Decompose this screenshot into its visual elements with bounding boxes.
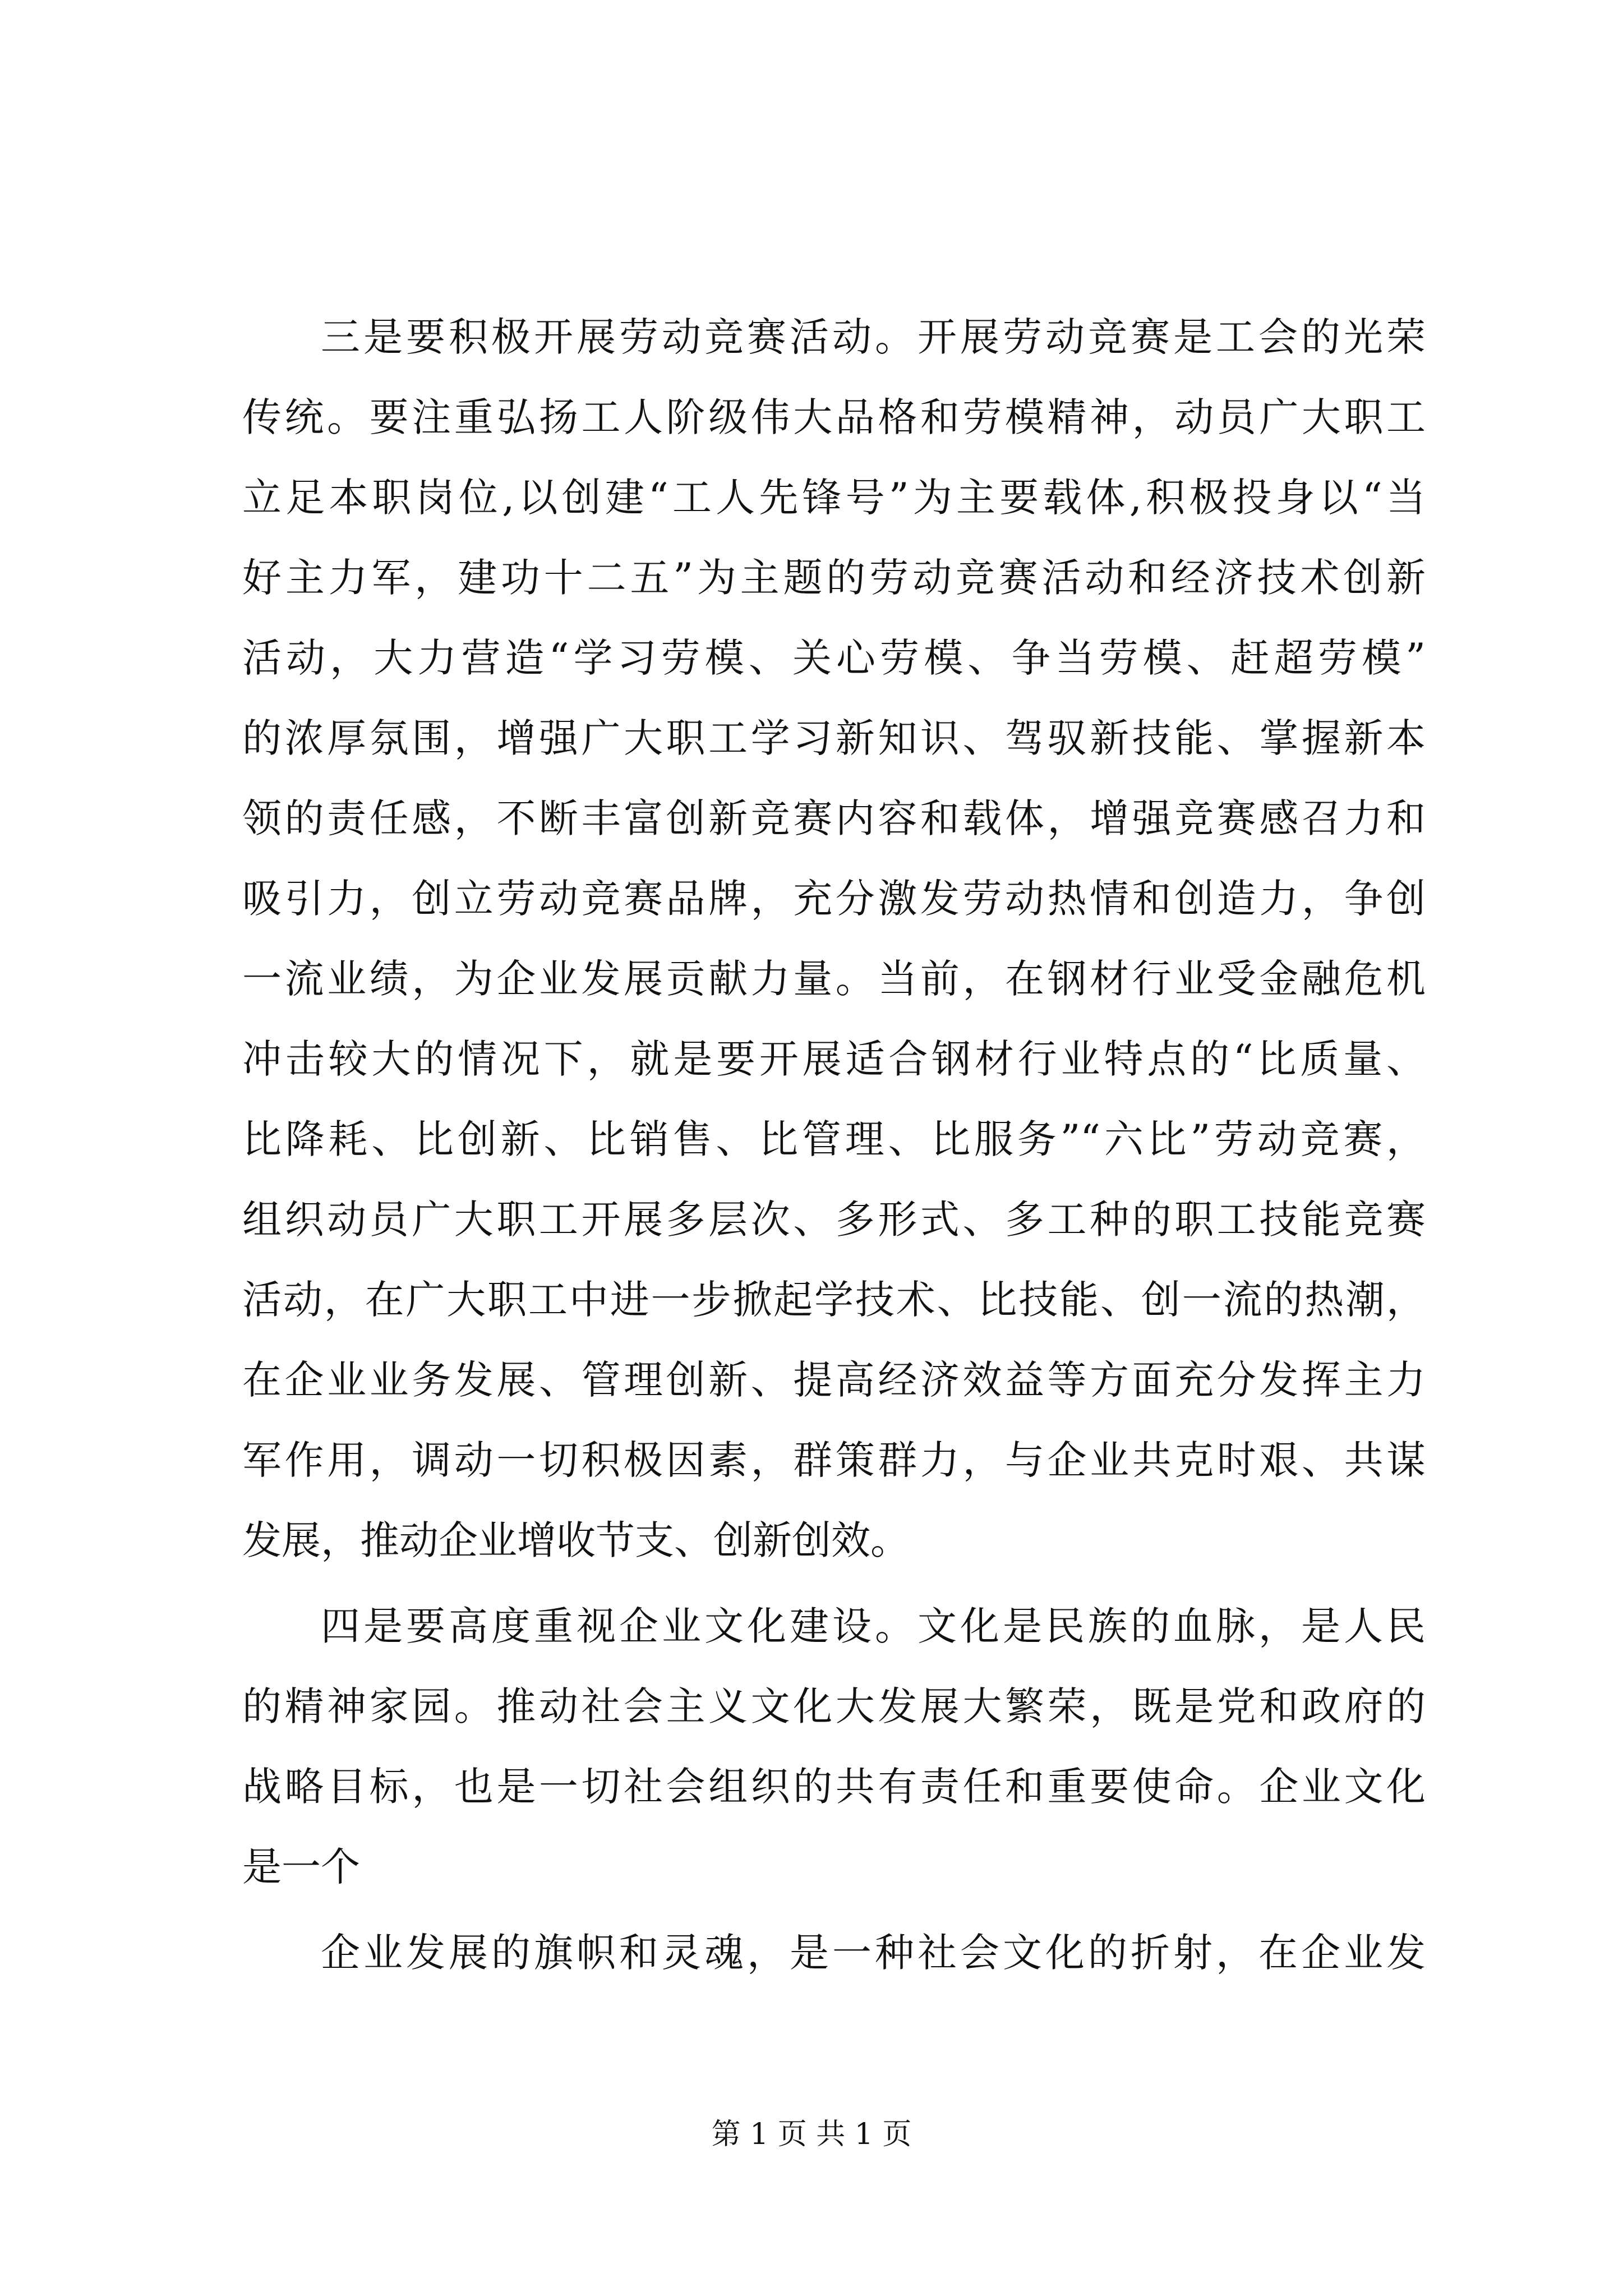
paragraph-3-line: 在企业业务发展、管理创新、提高经济效益等方面充分发挥主力 <box>242 1357 1426 1403</box>
paragraph-3-line: 领的责任感，不断丰富创新竞赛内容和载体，增强竞赛感召力和 <box>242 795 1426 841</box>
paragraph-3-line: 一流业绩，为企业发展贡献力量。当前，在钢材行业受金融危机 <box>242 956 1426 1002</box>
document-body <box>242 297 1426 1993</box>
page-number-footer: 第 1 页 共 1 页 <box>711 2118 912 2151</box>
paragraph-3-line: 传统。要注重弘扬工人阶级伟大品格和劳模精神，动员广大职工 <box>242 394 1426 440</box>
paragraph-3-line: 活动，大力营造“学习劳模、关心劳模、争当劳模、赶超劳模” <box>242 635 1426 681</box>
paragraph-3-line: 比降耗、比创新、比销售、比管理、比服务”“六比”劳动竞赛， <box>242 1116 1426 1162</box>
paragraph-4-last-line: 是一个 <box>242 1844 360 1890</box>
paragraph-4-line: 四是要高度重视企业文化建设。文化是民族的血脉，是人民 <box>321 1603 1426 1649</box>
paragraph-3-line: 立足本职岗位,以创建“工人先锋号”为主要载体,积极投身以“当 <box>242 475 1426 521</box>
paragraph-3-line: 组织动员广大职工开展多层次、多形式、多工种的职工技能竞赛 <box>242 1197 1426 1243</box>
paragraph-3-line: 军作用，调动一切积极因素，群策群力，与企业共克时艰、共谋 <box>242 1437 1426 1483</box>
paragraph-4-line: 的精神家园。推动社会主义文化大发展大繁荣，既是党和政府的 <box>242 1683 1426 1729</box>
paragraph-4-line: 战略目标，也是一切社会组织的共有责任和重要使命。企业文化 <box>242 1764 1426 1810</box>
paragraph-3-last-line: 发展，推动企业增收节支、创新创效。 <box>242 1517 910 1563</box>
paragraph-3-line: 三是要积极开展劳动竞赛活动。开展劳动竞赛是工会的光荣 <box>321 314 1426 360</box>
paragraph-3-line: 冲击较大的情况下，就是要开展适合钢材行业特点的“比质量、 <box>242 1036 1426 1082</box>
paragraph-3-line: 好主力军，建功十二五”为主题的劳动竞赛活动和经济技术创新 <box>242 555 1426 601</box>
paragraph-3-line: 吸引力，创立劳动竞赛品牌，充分激发劳动热情和创造力，争创 <box>242 876 1426 922</box>
paragraph-5-line: 企业发展的旗帜和灵魂，是一种社会文化的折射，在企业发 <box>321 1930 1426 1976</box>
paragraph-3-line: 活动，在广大职工中进一步掀起学技术、比技能、创一流的热潮， <box>242 1277 1426 1323</box>
paragraph-3-line: 的浓厚氛围，增强广大职工学习新知识、驾驭新技能、掌握新本 <box>242 715 1426 761</box>
